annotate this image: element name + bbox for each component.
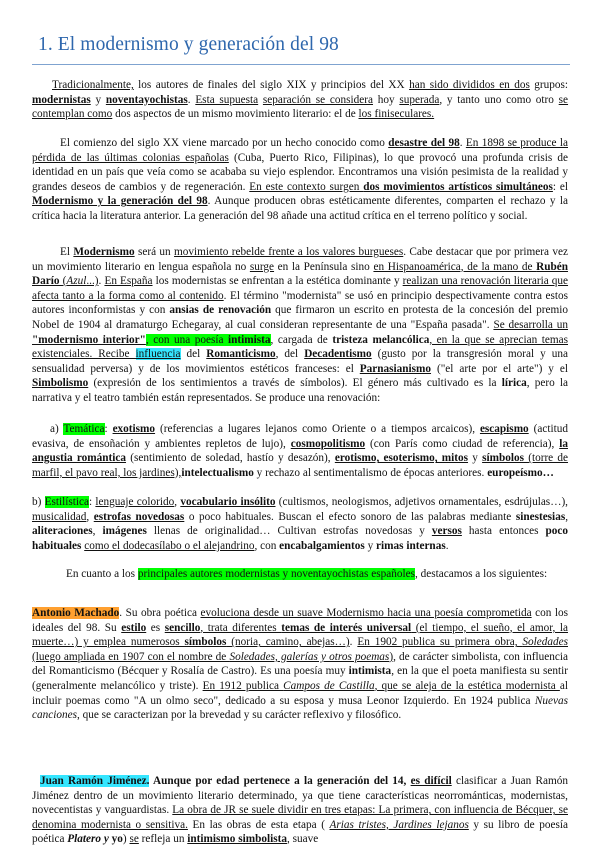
- keyword: poco habituales: [32, 525, 568, 552]
- keyword: Simbolismo: [32, 377, 89, 390]
- keyword: Parnasianismo: [359, 362, 432, 375]
- keyword: exotismo: [112, 423, 156, 435]
- keyword: Decadentismo: [304, 348, 372, 361]
- underlined-text: La obra de JR se suele dividir en tres etapas: La primera, con influencia de Bécquer, se denomina modernista o sensitiva.: [32, 804, 568, 831]
- underlined-text: los finiseculares.: [358, 108, 435, 121]
- paragraph-autores-intro: En cuanto a los principales autores modernistas y noventayochistas españoles, destacamos a los siguientes:: [66, 568, 548, 580]
- book-title: Nuevas canciones: [32, 694, 568, 722]
- book-title: Azul: [66, 275, 87, 288]
- author-name-highlight: Antonio Machado: [32, 607, 120, 619]
- paragraph-tematica: a) Temática: exotismo (referencias a lugares lejanos como Oriente o a tiempos arcaicos), escapismo (actitud evasiva, de ensoñación y ambientes repletos de lujo), cosmopolitismo (con París como ciudad de referencia), la angustia romántica (sentimiento de soledad, hastío y desazón), erotismo, esoterismo, mitos y símbolos (torre de marfil, el pavo real, los jardines),intelectualismo y rechazo al sentimentalismo de épocas anteriores. europeísmo…: [32, 423, 569, 479]
- keyword: símbolos: [482, 452, 524, 465]
- keyword: "modernismo interior": [32, 333, 146, 346]
- paragraph-intro: Tradicionalmente, los autores de finales del siglo XIX y principios del XX han sido divididos en dos grupos: modernistas y noventayochistas. Esta supuesta separación se considera hoy superada, y tanto uno como otro se contemplan como dos aspectos de un mismo movimiento literario: el de los finiseculares.: [32, 79, 569, 121]
- paragraph-antonio-machado: Antonio Machado. Su obra poética evoluciona desde un suave Modernismo hacia una poesía comprometida con los ideales del 98. Su estilo es sencillo, trata diferentes temas de interés universal (el tiempo, el sueño, el amor, la muerte…) y emplea numerosos símbolos (noria, camino, abejas…). En 1902 publica su primera obra, Soledades (luego ampliada en 1907 con el nombre de Soledades, galerías y otros poemas), de carácter simbolista, con influencia del Romanticismo (Bécquer y Rosalía de Castro). Es una poesía muy intimista, en la que el poeta manifiesta su sentir (generalmente melancólico y triste). En 1912 publica Campos de Castilla, que se aleja de la estética modernista al incluir poemas como "A un olmo seco", dedicado a su esposa y musa Leonor Izquierdo. En 1924 publica Nuevas canciones, que se caracterizan por la brevedad y su carácter reflexivo y filosófico.: [32, 607, 569, 722]
- underlined-text: En este contexto surgen: [249, 180, 364, 193]
- underlined-text: Esta supuesta: [195, 93, 259, 106]
- keyword: encabalgamientos: [279, 539, 365, 552]
- underlined-text: realizan una renovación literaria que afecta tanto a la forma como al contenido: [32, 275, 569, 302]
- keyword: noventayochistas: [105, 93, 188, 106]
- underlined-text: movimiento rebelde frente a los valores burgueses: [174, 246, 404, 258]
- book-title: Soledades: [522, 636, 568, 649]
- underlined-text: se contemplan como: [32, 93, 569, 121]
- keyword: intimismo simbolista: [187, 833, 287, 846]
- keyword: europeísmo…: [487, 466, 554, 479]
- keyword: aliteraciones: [32, 525, 93, 538]
- book-title: Platero y: [67, 833, 109, 846]
- keyword: sinestesias: [515, 510, 566, 523]
- underlined-text: evoluciona desde un suave Modernismo hacia una poesía comprometida: [200, 607, 532, 619]
- keyword: Modernismo: [73, 246, 135, 258]
- keyword: dos movimientos artísticos simultáneos: [363, 180, 553, 193]
- keyword: imágenes: [102, 525, 147, 538]
- highlighted-label: Temática: [63, 423, 105, 435]
- keyword: estrofas novedosas: [93, 510, 185, 523]
- keyword: sencillo: [164, 621, 201, 634]
- keyword: ansias de renovación: [169, 304, 272, 317]
- paragraph-juan-ramon-jimenez: Juan Ramón Jiménez. Aunque por edad pertenece a la generación del 14, es difícil clasificar a Juan Ramón Jiménez dentro de un movimiento literario determinado, ya que tiene características neorrománticas, modernistas, novecentistas y vanguardistas. La obra de JR se suele dividir en tres etapas: La primera, con influencia de Bécquer, se denomina modernista o sensitiva. En las obras de esta etapa ( Arias tristes, Jardines lejanos y su libro de poesía poética Platero y yo) se refleja un intimismo simbolista, suave: [32, 775, 568, 846]
- underlined-text: En 1898 se produce la pérdida de las últimas colonias españolas: [32, 137, 568, 164]
- underlined-text: han sido divididos en dos: [409, 79, 530, 91]
- paragraph-estilistica: b) Estilística: lenguaje colorido, vocabulario insólito (cultismos, neologismos, adjetivos ornamentales, esdrújulas…), musicalidad, estrofas novedosas o poco habituales. Buscan el efecto sonoro de las palabras mediante sinestesias, aliteraciones, imágenes llenas de originalidad… Cultivan estrofas novedosas y versos hasta entonces poco habituales como el dodecasílabo o el alejandrino, con encabalgamientos y rimas internas.: [32, 496, 569, 552]
- underlined-text: En 1912 publica: [202, 679, 284, 692]
- keyword: símbolos: [184, 636, 227, 649]
- keyword: cosmopolitismo: [290, 437, 366, 450]
- keyword: modernistas: [32, 93, 91, 106]
- keyword: estilo: [121, 621, 147, 634]
- keyword: desastre del 98: [388, 137, 460, 149]
- keyword: es difícil: [410, 775, 452, 787]
- keyword: intimista: [348, 665, 392, 678]
- paragraph-modernismo: El Modernismo será un movimiento rebelde frente a los valores burgueses. Cabe destacar que por primera vez un movimiento literario en lengua española no surge en la Península sino en Hispanoamérica, de la mano de Rubén Darío (Azul...). En España los modernistas se enfrentan a la estética dominante y realizan una renovación literaria que afecta tanto a la forma como al contenido. El término "modernista" se usó en principio despectivamente contra estos autores inconformistas y con ansias de renovación que firmaron un escrito en protesta de la concesión del premio Nobel de 1904 al dramaturgo Echegaray, al cual consideran representante de una "España pasada". Se desarrolla un "modernismo interior", con una poesía intimista, cargada de tristeza melancólica, en la que se aprecian temas existenciales. Recibe influencia del Romanticismo, del Decadentismo (gusto por la transgresión moral y una sensualidad perversa) y de los movimientos estéticos franceses: el Parnasianismo ("el arte por el arte") y el Simbolismo (expresión de los sentimientos a través de símbolos). El género más cultivado es la lírica, pero la narrativa y el teatro también están representados. Se produce una renovación:: [32, 246, 569, 404]
- keyword: temas de interés universal: [281, 621, 412, 634]
- keyword: intelectualismo: [181, 466, 254, 479]
- book-title: yo: [111, 833, 123, 846]
- keyword: Rubén Darío: [32, 260, 569, 288]
- underlined-text: Tradicionalmente,: [52, 79, 134, 91]
- keyword: tristeza melancólica: [332, 333, 430, 346]
- section-title: 1. El modernismo y generación del 98: [38, 34, 339, 55]
- keyword: rimas internas: [376, 539, 446, 552]
- underlined-text: superada: [399, 93, 440, 106]
- keyword: erotismo, esoterismo, mitos: [334, 452, 469, 465]
- highlighted-text: principales autores modernistas y noventayochistas españoles: [137, 568, 415, 580]
- underlined-text: En 1902 publica su primera obra,: [357, 636, 523, 649]
- highlighted-text: influencia: [135, 348, 181, 361]
- keyword: vocabulario insólito: [180, 496, 276, 508]
- underlined-text: musicalidad: [32, 510, 87, 523]
- keyword: Romanticismo: [206, 348, 276, 361]
- underlined-text: En España: [104, 275, 153, 288]
- keyword: versos: [431, 525, 462, 538]
- underlined-text: surge: [249, 260, 275, 273]
- highlighted-label: Estilística: [44, 496, 90, 508]
- keyword: la angustia romántica: [32, 437, 568, 465]
- keyword: escapismo: [479, 423, 529, 435]
- underlined-text: separación se considera: [262, 93, 373, 106]
- paragraph-desastre-98: El comienzo del siglo XX viene marcado por un hecho conocido como desastre del 98. En 1898 se produce la pérdida de las últimas colonias españolas (Cuba, Puerto Rico, Filipinas), lo que provocó una profunda crisis de identidad en un país que veía como se acababa su viejo esplendor. Encontramos una visión pesimista de la realidad y grandes deseos de cambios y de regeneración. En este contexto surgen dos movimientos artísticos simultáneos: el Modernismo y la generación del 98. Aunque producen obras estéticamente diferentes, comparten el rechazo y la crítica hacia la literatura anterior. La generación del 98 añade una actitud crítica en el terreno político y social.: [32, 137, 569, 222]
- keyword: lírica: [501, 377, 527, 390]
- underlined-text: lenguaje colorido: [95, 496, 175, 508]
- book-title: Arias tristes, Jardines lejanos: [329, 818, 469, 831]
- underlined-text: en Hispanoamérica, de la mano de: [373, 260, 537, 273]
- title-underline-rule: [32, 64, 570, 65]
- author-name-highlight: Juan Ramón Jiménez.: [40, 775, 150, 787]
- underlined-text: Se desarrolla un: [493, 318, 569, 331]
- book-title: Campos de Castilla: [283, 679, 375, 692]
- book-title: Soledades, galerías y otros poemas: [229, 650, 390, 663]
- keyword: Modernismo y la generación del 98: [32, 195, 208, 208]
- highlighted-text: , con una poesía intimista: [145, 333, 271, 346]
- underlined-text: como el dodecasílabo o el alejandrino: [84, 539, 255, 552]
